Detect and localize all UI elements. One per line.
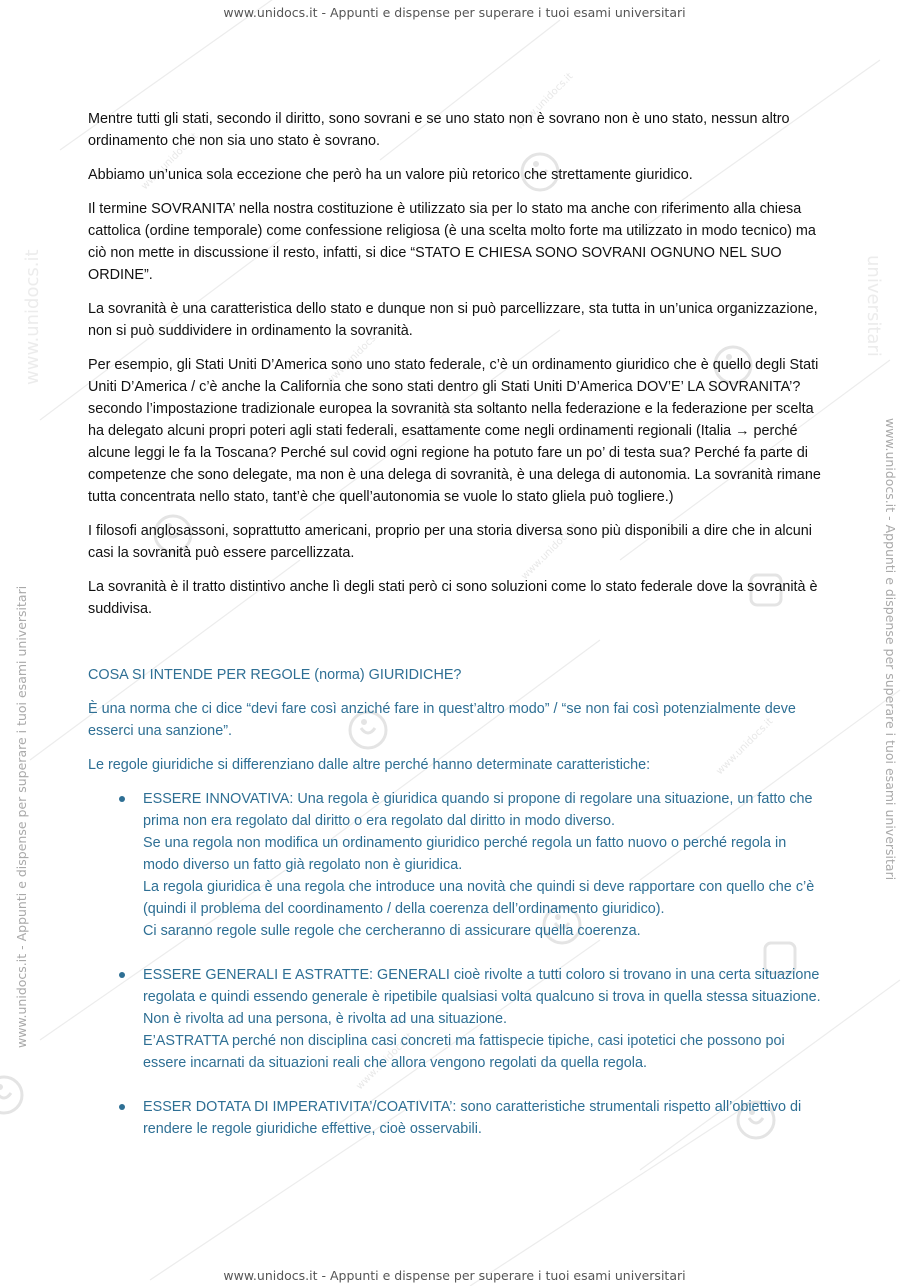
list-item-line: ESSERE GENERALI E ASTRATTE: GENERALI cioè rivolte a tutti coloro si trovano in una certa situazione regolata e quindi essendo generale è ripetibile qualsiasi volta qualcuno si trova in quella stessa situazione. bbox=[143, 967, 821, 1005]
list-item-line: Non è rivolta ad una persona, è rivolta ad una situazione. bbox=[143, 1011, 507, 1027]
list-item-line: E’ASTRATTA perché non disciplina casi concreti ma fattispecie tipiche, casi ipotetici che possono poi essere incarnati da situazioni reali che allora vengono regolati da quella regola. bbox=[143, 1033, 785, 1071]
watermark-side-left: www.unidocs.it - Appunti e dispense per superare i tuoi esami universitari bbox=[14, 585, 29, 1048]
list-item-line: Ci saranno regole sulle regole che cercheranno di assicurare quella coerenza. bbox=[143, 923, 641, 939]
list-item-generali-astratte bbox=[143, 964, 823, 1074]
paragraph: Mentre tutti gli stati, secondo il diritto, sono sovrani e se uno stato non è sovrano non è uno stato, nessun altro ordinamento che non sia uno stato è sovrano. bbox=[88, 111, 790, 149]
svg-text:www.unidocs.it: www.unidocs.it bbox=[354, 1031, 416, 1093]
list-item-imperativita bbox=[143, 1096, 823, 1140]
list-item-line: La regola giuridica è una regola che introduce una novità che quindi si deve rapportare con quello che c’è (quindi il problema del coordinamento / della coerenza dell’ordinamento giuridico). bbox=[143, 879, 815, 917]
watermark-header bbox=[0, 5, 909, 20]
svg-text:www.unidocs.it: www.unidocs.it bbox=[324, 326, 386, 388]
list-item-line: ESSER DOTATA DI IMPERATIVITA’/COATIVITA’: sono caratteristiche strumentali rispetto all’obiettivo di rendere le regole giuridiche effettive, cioè osservabili. bbox=[143, 1099, 802, 1137]
paragraph: Per esempio, gli Stati Uniti D’America sono uno stato federale, c’è un ordinamento giuridico che è quello degli Stati Uniti D’America / c’è anche la California che sono stati dentro gli Stati Uniti D’America DOV’E’ LA SOVRANITA’? secondo l’impostazione tradizionale europea la sovranità sta soltanto nella federazione e la federazione per scelta ha delegato alcuni propri poteri agli stati federali, esattamente come negli ordinamenti regionali (Italia → perché alcune leggi le fa la Toscana? Perché sul covid ogni regione ha potuto fare un po’ di testa sua? Perché fa parte di competenze che sono delegate, ma non è una delega di sovranità, è una delega di autonomia. La sovranità rimane tutta concentrata nello stato, tant’è che quell’autonomia se vuole lo stato gliela può togliere.) bbox=[88, 357, 821, 505]
section-heading: COSA SI INTENDE PER REGOLE (norma) GIURIDICHE? bbox=[88, 667, 462, 683]
watermark-footer bbox=[0, 1268, 909, 1283]
paragraph: Il termine SOVRANITA’ nella nostra costituzione è utilizzato sia per lo stato ma anche con riferimento alla chiesa cattolica (ordine temporale) come confessione religiosa (è una scelta molto forte ma utilizzato in modo tecnico) ma ciò non mette in discussione il resto, infatti, si dice “STATO E CHIESA SONO SOVRANI OGNUNO NEL SUO ORDINE”. bbox=[88, 201, 816, 283]
paragraph: La sovranità è una caratteristica dello stato e dunque non si può parcellizzare, sta tutta in un’unica organizzazione, non si può suddividere in ordinamento la sovranità. bbox=[88, 301, 818, 339]
svg-text:www.unidocs.it: www.unidocs.it bbox=[514, 71, 576, 133]
svg-text:www.unidocs.it: www.unidocs.it bbox=[714, 716, 776, 778]
watermark-side-ghost-left: www.unidocs.it bbox=[22, 249, 43, 385]
paragraph: Abbiamo un’unica sola eccezione che però ha un valore più retorico che strettamente giuridico. bbox=[88, 167, 693, 183]
paragraph: La sovranità è il tratto distintivo anche lì degli stati però ci sono soluzioni come lo stato federale dove la sovranità è suddivisa. bbox=[88, 579, 818, 617]
document-body bbox=[88, 108, 823, 1162]
section-intro: È una norma che ci dice “devi fare così anziché fare in quest’altro modo” / “se non fai così potenzialmente deve esserci una sanzione”. bbox=[88, 701, 796, 739]
watermark-footer-text: www.unidocs.it - Appunti e dispense per superare i tuoi esami universitari bbox=[223, 1268, 686, 1283]
svg-text:www.unidocs.it: www.unidocs.it bbox=[519, 521, 581, 583]
paragraph: I filosofi anglosassoni, soprattutto americani, proprio per una storia diversa sono più disponibili a dire che in alcuni casi la sovranità può essere parcellizzata. bbox=[88, 523, 812, 561]
list-item-line: Se una regola non modifica un ordinamento giuridico perché regola un fatto nuovo o perché regola in modo diverso un fatto già regolato non è giuridica. bbox=[143, 835, 787, 873]
watermark-header-text: www.unidocs.it - Appunti e dispense per superare i tuoi esami universitari bbox=[223, 5, 686, 20]
rules-list bbox=[88, 788, 823, 1140]
list-item-innovativa bbox=[143, 788, 823, 942]
list-item-line: ESSERE INNOVATIVA: Una regola è giuridica quando si propone di regolare una situazione, un fatto che prima non era regolato dal diritto o era regolato dal diritto in modo diverso. bbox=[143, 791, 813, 829]
section-lead: Le regole giuridiche si differenziano dalle altre perché hanno determinate caratteristiche: bbox=[88, 757, 651, 773]
watermark-side-right: www.unidocs.it - Appunti e dispense per superare i tuoi esami universitari bbox=[883, 418, 898, 881]
svg-text:www.unidocs.it: www.unidocs.it bbox=[139, 131, 201, 193]
watermark-side-ghost-right: universitari bbox=[863, 255, 884, 357]
